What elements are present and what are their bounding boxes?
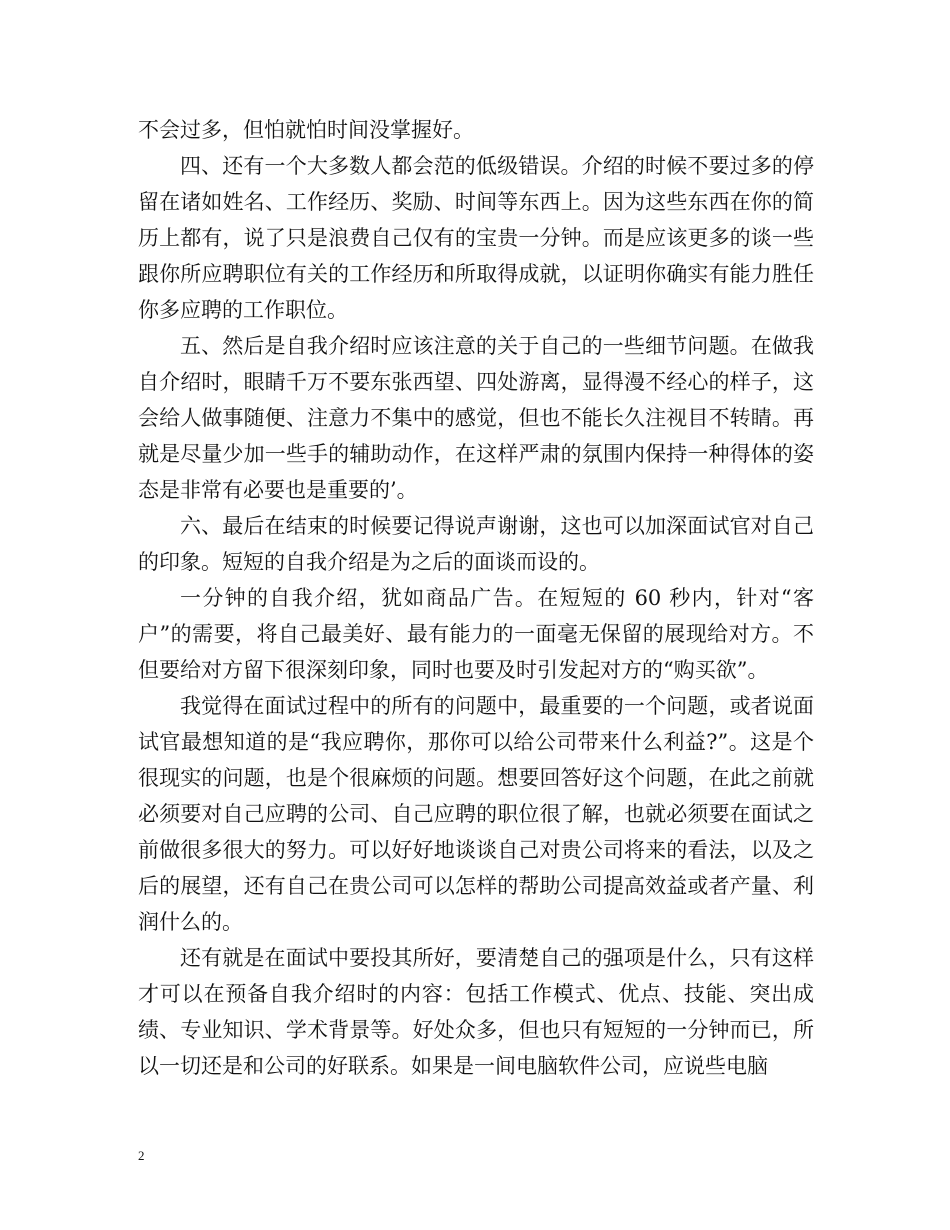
paragraph: 还有就是在面试中要投其所好，要清楚自己的强项是什么，只有这样才可以在预备自我介绍时的内容：包括工作模式、优点、技能、突出成绩、专业知识、学术背景等。好处众多，但也只有短短的一分钟而已，所以一切还是和公司的好联系。如果是一间电脑软件公司，应说些电脑 <box>138 946 814 1078</box>
page-number: 2 <box>138 1148 145 1163</box>
paragraph: 不会过多，但怕就怕时间没掌握好。 <box>138 118 474 142</box>
paragraph: 一分钟的自我介绍，犹如商品广告。在短短的 60 秒内，针对“客户”的需要，将自己最美好、最有能力的一面毫无保留的展现给对方。不但要给对方留下很深刻印象，同时也要及时引发起对方的“购买欲”。 <box>138 586 814 682</box>
paragraph: 六、最后在结束的时候要记得说声谢谢，这也可以加深面试官对自己的印象。短短的自我介绍是为之后的面谈而设的。 <box>138 514 814 574</box>
paragraph: 五、然后是自我介绍时应该注意的关于自己的一些细节问题。在做我自介绍时，眼睛千万不要东张西望、四处游离，显得漫不经心的样子，这会给人做事随便、注意力不集中的感觉，但也不能长久注视目不转睛。再就是尽量少加一些手的辅助动作，在这样严肃的氛围内保持一种得体的姿态是非常有必要也是重要的’。 <box>138 334 814 502</box>
paragraph: 我觉得在面试过程中的所有的问题中，最重要的一个问题，或者说面试官最想知道的是“我应聘你，那你可以给公司带来什么利益?”。这是个很现实的问题，也是个很麻烦的问题。想要回答好这个问题，在此之前就必须要对自己应聘的公司、自己应聘的职位很了解，也就必须要在面试之前做很多很大的努力。可以好好地谈谈自己对贵公司将来的看法，以及之后的展望，还有自己在贵公司可以怎样的帮助公司提高效益或者产量、利润什么的。 <box>138 694 814 934</box>
paragraph: 四、还有一个大多数人都会范的低级错误。介绍的时候不要过多的停留在诸如姓名、工作经历、奖励、时间等东西上。因为这些东西在你的简历上都有，说了只是浪费自己仅有的宝贵一分钟。而是应该更多的谈一些跟你所应聘职位有关的工作经历和所取得成就，以证明你确实有能力胜任你多应聘的工作职位。 <box>138 154 814 322</box>
page-content <box>138 112 814 1084</box>
